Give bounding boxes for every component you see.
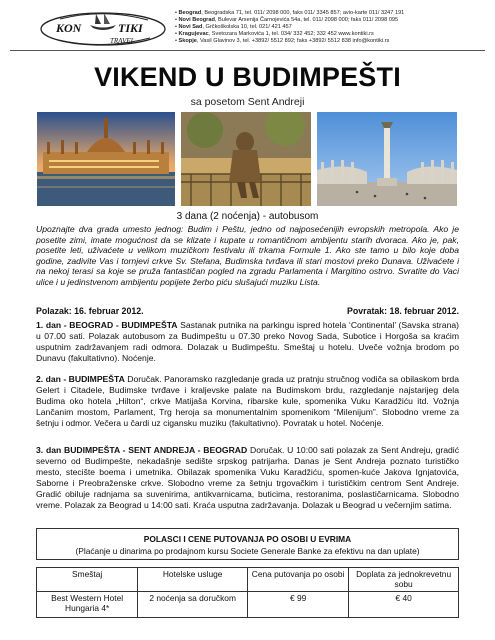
- header-divider: [10, 50, 485, 51]
- heroes-square-photo: [317, 112, 457, 206]
- contact-text: , Grčkoškolska 10, tel. 021/ 421 457: [202, 23, 292, 30]
- logo-text-left: KON: [56, 21, 82, 35]
- contact-text: , Bulevar Arsenija Čarnojevića 54a, tel. 011/ 2098 000; faks 011/ 2098 095: [214, 16, 399, 23]
- return-date: Povratak: 18. februar 2012.: [347, 306, 459, 316]
- column-header: Cena putovanja po osobi: [247, 568, 348, 592]
- kontiki-logo[interactable]: [38, 10, 168, 48]
- table-row: [37, 592, 459, 618]
- contact-city: Kragujevac: [178, 30, 209, 37]
- prices-title: POLASCI I CENE PUTOVANJA PO OSOBI U EVRIMA: [143, 534, 352, 544]
- column-header: Hotelske usluge: [138, 568, 248, 592]
- contact-line: • Kragujevac, Svetozara Markovića 1, tel. 034/ 332 452; 332 452 www.kontiki.rs: [175, 30, 374, 37]
- day-text: Doručak. U 10:00 sati polazak za Sent Andreju, gradić severno od Budimpešte, nekadašnje sedište srpskog patrijarha. Danas je Sent Andreja poznato turističko mesto, stecište boema i umetnika. Obilazak spomenika Vuku Karadžiću, spomen-kuće Jakova Ignjatovića, Saborne i Preobraženske crkve. Slobodno vreme za šetnju trgovačkim i turističkim centrom Sent Andreje. Gradić obiluje radnjama sa suvenirima, antikvarnicama, buticima, restoranima, poslastičarnicama. Slobodno vreme. Polazak za Beograd u 14:00 sati. Kraća usputna zadržavanja. Dolazak u Beograd u večernjim satima.: [36, 445, 459, 510]
- contact-line: • Beograd, Beogradska 71, tel. 011/ 2098 000, faks 011/ 3345 857; avio-karte 011/ 3247 191: [175, 10, 405, 16]
- table-header-row: [37, 568, 459, 592]
- contact-city: Beograd: [178, 10, 202, 16]
- column-header: Doplata za jednokrevetnu sobu: [349, 568, 459, 592]
- day-heading: 1. dan - BEOGRAD - BUDIMPEŠTA: [36, 320, 178, 330]
- departure-date: Polazak: 16. februar 2012.: [36, 306, 144, 316]
- column-header: Smeštaj: [37, 568, 138, 592]
- contact-lines: [175, 10, 485, 45]
- day-text: Doručak. Panoramsko razgledanje grada uz pratnju stručnog vodiča sa obilaskom brda Gelert i Citadele, Budimske tvrđave i kraljevske palate na Budimskom brdu, razgledanje najstarijeg dela Budima oko hotela „Hilton“, crkve Matijaša Korvina, ribarske kule, spomenika Vuku Karadžiću itd. Vožnja Lančanim mostom, Parlament, Trg heroja sa monumentalnim spomenikom “Milenijum”. Slobodno vreme za šetnju i odmor. Večera u čardi uz cigansku muziku (fakultativno). Povratak u hotel. Noćenje.: [36, 374, 459, 428]
- header: [10, 6, 485, 50]
- day-text: Sastanak putnika na parkingu ispred hotela ‘Continental’ (Savska strana) u 07.00 sati. Polazak autobusom za Budimpeštu u 07.30 preko Novog Sada, Subotice i Horgoša sa kraćim usputnim zadržavanjem radi odmora. Dolazak u Budimpeštu. Smeštaj u hotelu. Uveče vožnja brodom po Dunavu (fakultativno). Noćenje.: [36, 320, 459, 363]
- contact-text: , Svetozara Markovića 1, tel. 034/ 332 452; 332 452 www.kontiki.rs: [208, 30, 374, 37]
- price-cell: € 99: [247, 592, 348, 618]
- day-1-itinerary: [36, 320, 459, 364]
- contact-city: Novi Beograd: [178, 16, 215, 23]
- hotel-cell: Best Western Hotel Hungaria 4*: [37, 592, 138, 618]
- contact-line: • Skopje, Vasil Glavinov 3, tel. +3892/ 5512 892; faks +3892/ 5512 838 info@kontiki.rs: [175, 37, 390, 44]
- contact-city: Novi Sad: [178, 23, 203, 30]
- contact-text: , Beogradska 71, tel. 011/ 2098 000, faks 011/ 3345 857; avio-karte 011/ 3247 191: [201, 10, 405, 16]
- services-cell: 2 noćenja sa doručkom: [138, 592, 248, 618]
- page-subtitle: sa posetom Sent Andreji: [190, 96, 305, 108]
- trip-dates: [36, 306, 459, 316]
- day-2-itinerary: [36, 374, 459, 429]
- statue-photo: [181, 112, 311, 206]
- contact-text: , Vasil Glavinov 3, tel. +3892/ 5512 892; faks +3892/ 5512 838 info@kontiki.rs: [196, 37, 390, 44]
- trip-duration: 3 dana (2 noćenja) - autobusom: [176, 211, 319, 222]
- contact-line: • Novi Sad, Grčkoškolska 10, tel. 021/ 421 457: [175, 23, 292, 30]
- prices-note: (Plaćanje u dinarima po prodajnom kursu Societe Generale Banke za efektivu na dan uplate): [75, 546, 420, 556]
- day-heading: 3. dan BUDIMPEŠTA - SENT ANDREJA - BEOGRAD: [36, 445, 248, 455]
- intro-paragraph: Upoznajte dva grada umesto jednog: Budim i Peštu, jedno od najposećenijih evropskih metropola. Ako je posetite zimi, imate mogućnost da se klizate i kupate u romantičnom ambijentu starih dvoraca. Ako je, pak, posetite leti, uživaćete u velikom muzičkom festivalu ili trkama Formule 1. Ako ste tamo u bilo koje doba godine, zadivite Vas i tornjevi crkve Sv. Stefana, Budimska tvrđava ili stari mostovi preko Dunava. Uživaćete i na nekoj terasi sa koje se pruža fantastičan pogled na zgradu Parlamenta i Margitino ostrvo. Svratite do Vaci ulice i u jedinstvenom ambijentu popijete žerbo piću slušajući muziku Lista.: [36, 224, 459, 287]
- day-heading: 2. dan - BUDIMPEŠTA: [36, 374, 125, 384]
- prices-header-box: [36, 528, 459, 560]
- logo-text-bottom: TRAVEL: [110, 37, 135, 45]
- parliament-photo: [37, 112, 175, 206]
- supplement-cell: € 40: [349, 592, 459, 618]
- page-title: VIKEND U BUDIMPEŠTI: [94, 62, 401, 92]
- price-table: [36, 567, 459, 618]
- day-3-itinerary: [36, 445, 459, 510]
- logo-text-right: TIKI: [118, 21, 143, 35]
- contact-city: Skopje: [178, 37, 197, 44]
- contact-line: • Novi Beograd, Bulevar Arsenija Čarnojevića 54a, tel. 011/ 2098 000; faks 011/ 2098 095: [175, 16, 399, 23]
